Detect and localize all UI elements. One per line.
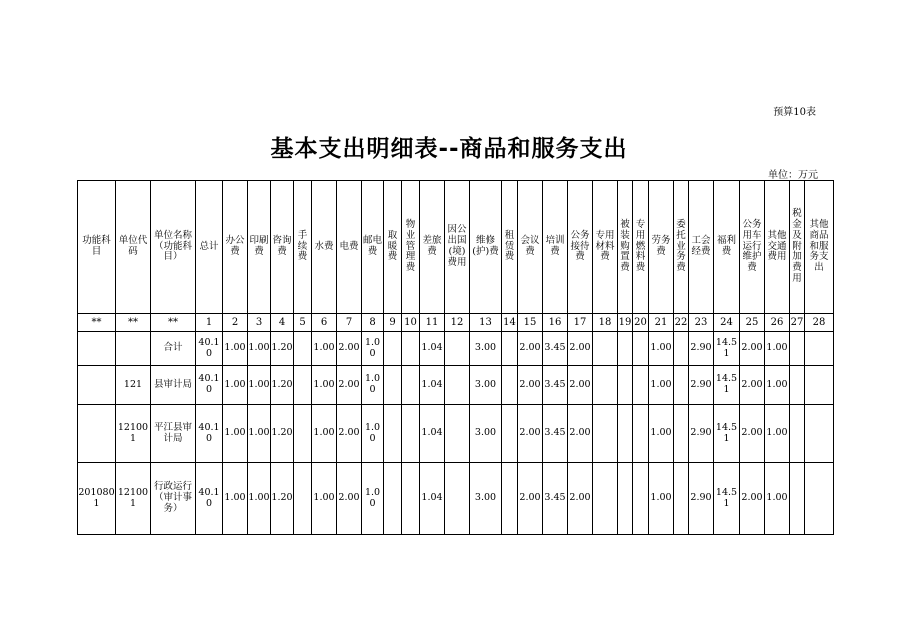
table-row-cell: 1.00 xyxy=(312,463,337,535)
index-row-cell: 24 xyxy=(714,314,740,332)
table-row-cell: 1.00 xyxy=(362,463,384,535)
table-row-cell xyxy=(790,405,805,463)
header-row-cell: 培训费 xyxy=(543,181,568,314)
table-row-cell: 2.00 xyxy=(740,366,765,405)
index-row-cell: 25 xyxy=(740,314,765,332)
table-row-cell xyxy=(805,405,834,463)
table-row-cell xyxy=(502,405,518,463)
table-row-cell: 2.90 xyxy=(689,332,714,366)
header-row xyxy=(78,181,834,314)
index-row-cell: 21 xyxy=(649,314,674,332)
table-row-cell xyxy=(445,366,470,405)
table-row-cell: 14.51 xyxy=(714,405,740,463)
table-row-cell xyxy=(116,332,151,366)
table-row-cell: 1.00 xyxy=(362,366,384,405)
header-row-cell: 劳务费 xyxy=(649,181,674,314)
table-row-cell: 1.00 xyxy=(765,405,790,463)
index-row-cell: 23 xyxy=(689,314,714,332)
table-row-cell: 合计 xyxy=(151,332,196,366)
table-row-cell: 1.04 xyxy=(420,463,445,535)
table-row-cell xyxy=(618,366,633,405)
table-row-cell: 3.00 xyxy=(470,463,502,535)
table-row-cell xyxy=(402,332,420,366)
index-row-cell: 14 xyxy=(502,314,518,332)
index-row-cell: 8 xyxy=(362,314,384,332)
table-row-cell xyxy=(593,405,618,463)
index-row-cell: 22 xyxy=(674,314,689,332)
table-row-cell: 1.00 xyxy=(765,463,790,535)
header-row-cell: 税金及附加费用 xyxy=(790,181,805,314)
index-row-cell: 7 xyxy=(337,314,362,332)
table-row-cell: 1.04 xyxy=(420,405,445,463)
index-row xyxy=(78,314,834,332)
header-row-cell: 工会经费 xyxy=(689,181,714,314)
header-row-cell: 功能科目 xyxy=(78,181,116,314)
table-row-cell xyxy=(805,463,834,535)
table-row-cell xyxy=(633,405,649,463)
table-row-cell: 1.20 xyxy=(271,332,294,366)
table-row-cell: 1.00 xyxy=(649,332,674,366)
header-row-cell: 办公费 xyxy=(223,181,248,314)
table-row-cell: 2.90 xyxy=(689,463,714,535)
index-row-cell: 20 xyxy=(633,314,649,332)
table-row-cell xyxy=(805,332,834,366)
table-row-cell: 1.00 xyxy=(765,366,790,405)
table-row-cell xyxy=(674,405,689,463)
table-row-cell xyxy=(502,332,518,366)
index-row-cell: 2 xyxy=(223,314,248,332)
table-row-cell xyxy=(402,463,420,535)
table-row-cell xyxy=(674,463,689,535)
table-row-cell xyxy=(618,332,633,366)
table-row-cell: 2.00 xyxy=(337,332,362,366)
table-row-cell: 40.10 xyxy=(196,463,223,535)
table-row-cell: 1.00 xyxy=(649,463,674,535)
header-row-cell: 福利费 xyxy=(714,181,740,314)
index-row-cell: 5 xyxy=(294,314,312,332)
table-row-cell: 121 xyxy=(116,366,151,405)
table-row-cell xyxy=(402,366,420,405)
table-row-cell: 1.00 xyxy=(248,405,271,463)
table-row-cell xyxy=(402,405,420,463)
table-row-cell xyxy=(384,332,402,366)
table-row-cell: 1.00 xyxy=(312,332,337,366)
table-row-cell: 2.00 xyxy=(740,405,765,463)
table-row-cell xyxy=(593,366,618,405)
index-row-cell: 27 xyxy=(790,314,805,332)
header-row-cell: 取暖费 xyxy=(384,181,402,314)
table-row-cell: 1.00 xyxy=(248,366,271,405)
header-row-cell: 差旅费 xyxy=(420,181,445,314)
table-row-cell xyxy=(633,463,649,535)
table-row-cell: 行政运行（审计事务） xyxy=(151,463,196,535)
table-row-cell: 40.10 xyxy=(196,332,223,366)
table-row-cell xyxy=(294,405,312,463)
table-row-cell: 14.51 xyxy=(714,332,740,366)
index-row-cell: 11 xyxy=(420,314,445,332)
table-row-cell xyxy=(790,463,805,535)
table-row-cell xyxy=(78,405,116,463)
table-row-cell: 2.90 xyxy=(689,366,714,405)
table-row-cell: 1.00 xyxy=(765,332,790,366)
table-row-cell: 2.00 xyxy=(568,463,593,535)
table-row-cell xyxy=(445,405,470,463)
table-row-cell: 3.45 xyxy=(543,332,568,366)
table-row-cell xyxy=(384,405,402,463)
table-row-cell: 2.00 xyxy=(518,463,543,535)
table-row-cell: 1.00 xyxy=(312,366,337,405)
header-row-cell: 电费 xyxy=(337,181,362,314)
table-row-cell xyxy=(384,463,402,535)
table-row-cell xyxy=(294,366,312,405)
index-row-cell: 6 xyxy=(312,314,337,332)
header-row-cell: 专用材料费 xyxy=(593,181,618,314)
index-row-cell: ** xyxy=(78,314,116,332)
index-row-cell: ** xyxy=(151,314,196,332)
table-row-cell: 3.45 xyxy=(543,463,568,535)
table-row-cell: 1.20 xyxy=(271,463,294,535)
header-row-cell: 总计 xyxy=(196,181,223,314)
table-row-cell: 2.00 xyxy=(568,405,593,463)
table-row xyxy=(78,405,834,463)
header-row-cell: 单位名称（功能科目） xyxy=(151,181,196,314)
table-row-cell xyxy=(384,366,402,405)
table-row-cell xyxy=(674,332,689,366)
table-row-cell: 2.00 xyxy=(337,405,362,463)
table-row-cell: 1.00 xyxy=(223,332,248,366)
table-row-cell xyxy=(593,463,618,535)
index-row-cell: 9 xyxy=(384,314,402,332)
table-row-cell: 1.20 xyxy=(271,366,294,405)
table-row-cell: 40.10 xyxy=(196,366,223,405)
table-row-cell: 1.00 xyxy=(248,332,271,366)
table-row-cell xyxy=(790,332,805,366)
table-row-cell xyxy=(618,463,633,535)
table-row-cell xyxy=(633,332,649,366)
index-row-cell: 12 xyxy=(445,314,470,332)
table-row-cell: 2.00 xyxy=(740,332,765,366)
header-row-cell: 会议费 xyxy=(518,181,543,314)
index-row-cell: 18 xyxy=(593,314,618,332)
table-row-cell xyxy=(445,463,470,535)
table-row-cell: 1.20 xyxy=(271,405,294,463)
header-row-cell: 邮电费 xyxy=(362,181,384,314)
table-row-cell xyxy=(805,366,834,405)
header-row-cell: 被装购置费 xyxy=(618,181,633,314)
expenditure-table xyxy=(77,180,834,535)
unit-label: 单位：万元 xyxy=(768,170,818,181)
table-row-cell: 14.51 xyxy=(714,463,740,535)
header-row-cell: 其他交通费用 xyxy=(765,181,790,314)
table-number: 预算10表 xyxy=(773,107,816,118)
header-row-cell: 水费 xyxy=(312,181,337,314)
table-row-cell: 2.00 xyxy=(568,366,593,405)
table-row-cell: 1.00 xyxy=(312,405,337,463)
table-row-cell xyxy=(294,463,312,535)
table-row-cell: 1.00 xyxy=(649,405,674,463)
index-row-cell: ** xyxy=(116,314,151,332)
table-row-cell: 2.00 xyxy=(337,366,362,405)
header-row-cell: 专用燃料费 xyxy=(633,181,649,314)
header-row-cell: 物业管理费 xyxy=(402,181,420,314)
table-row-cell: 3.00 xyxy=(470,366,502,405)
table-row-cell xyxy=(674,366,689,405)
index-row-cell: 15 xyxy=(518,314,543,332)
index-row-cell: 17 xyxy=(568,314,593,332)
header-row-cell: 公务用车运行维护费 xyxy=(740,181,765,314)
table-row-cell: 1.00 xyxy=(223,405,248,463)
table-row-cell xyxy=(502,463,518,535)
table-row-cell xyxy=(633,366,649,405)
index-row-cell: 10 xyxy=(402,314,420,332)
table-row xyxy=(78,463,834,535)
index-row-cell: 28 xyxy=(805,314,834,332)
table-row-cell: 1.00 xyxy=(223,463,248,535)
index-row-cell: 16 xyxy=(543,314,568,332)
table-row-cell: 2010801 xyxy=(78,463,116,535)
table-row-cell xyxy=(502,366,518,405)
table-row xyxy=(78,332,834,366)
table-row-cell: 2.00 xyxy=(518,332,543,366)
table-row-cell: 2.00 xyxy=(568,332,593,366)
index-row-cell: 3 xyxy=(248,314,271,332)
table-row-cell xyxy=(618,405,633,463)
table-row-cell: 1.00 xyxy=(649,366,674,405)
table-row-cell xyxy=(294,332,312,366)
header-row-cell: 其他商品和服务支出 xyxy=(805,181,834,314)
index-row-cell: 19 xyxy=(618,314,633,332)
header-row-cell: 租赁费 xyxy=(502,181,518,314)
table-row-cell: 2.00 xyxy=(518,405,543,463)
index-row-cell: 1 xyxy=(196,314,223,332)
header-row-cell: 单位代码 xyxy=(116,181,151,314)
table-row-cell: 1.00 xyxy=(248,463,271,535)
table-row-cell: 3.45 xyxy=(543,405,568,463)
table-row-cell: 县审计局 xyxy=(151,366,196,405)
table-row xyxy=(78,366,834,405)
table-row-cell: 2.90 xyxy=(689,405,714,463)
header-row-cell: 印刷费 xyxy=(248,181,271,314)
index-row-cell: 26 xyxy=(765,314,790,332)
header-row-cell: 咨询费 xyxy=(271,181,294,314)
table-row-cell xyxy=(78,332,116,366)
index-row-cell: 4 xyxy=(271,314,294,332)
table-row-cell: 121001 xyxy=(116,405,151,463)
header-row-cell: 因公出国(境)费用 xyxy=(445,181,470,314)
table-row-cell xyxy=(593,332,618,366)
table-row-cell: 40.10 xyxy=(196,405,223,463)
table-row-cell: 平江县审计局 xyxy=(151,405,196,463)
table-row-cell: 2.00 xyxy=(337,463,362,535)
table-row-cell: 14.51 xyxy=(714,366,740,405)
table-row-cell: 2.00 xyxy=(518,366,543,405)
page-title: 基本支出明细表--商品和服务支出 xyxy=(270,136,628,162)
table-row-cell xyxy=(445,332,470,366)
table-row-cell: 1.00 xyxy=(362,405,384,463)
header-row-cell: 公务接待费 xyxy=(568,181,593,314)
table-row-cell xyxy=(790,366,805,405)
table-row-cell: 1.04 xyxy=(420,332,445,366)
header-row-cell: 维修(护)费 xyxy=(470,181,502,314)
index-row-cell: 13 xyxy=(470,314,502,332)
table-row-cell: 3.00 xyxy=(470,405,502,463)
header-row-cell: 委托业务费 xyxy=(674,181,689,314)
table-row-cell: 1.00 xyxy=(362,332,384,366)
table-row-cell: 121001 xyxy=(116,463,151,535)
table-row-cell: 3.00 xyxy=(470,332,502,366)
header-row-cell: 手续费 xyxy=(294,181,312,314)
table-row-cell: 3.45 xyxy=(543,366,568,405)
table-row-cell: 1.04 xyxy=(420,366,445,405)
table-row-cell xyxy=(78,366,116,405)
table-row-cell: 1.00 xyxy=(223,366,248,405)
table-row-cell: 2.00 xyxy=(740,463,765,535)
